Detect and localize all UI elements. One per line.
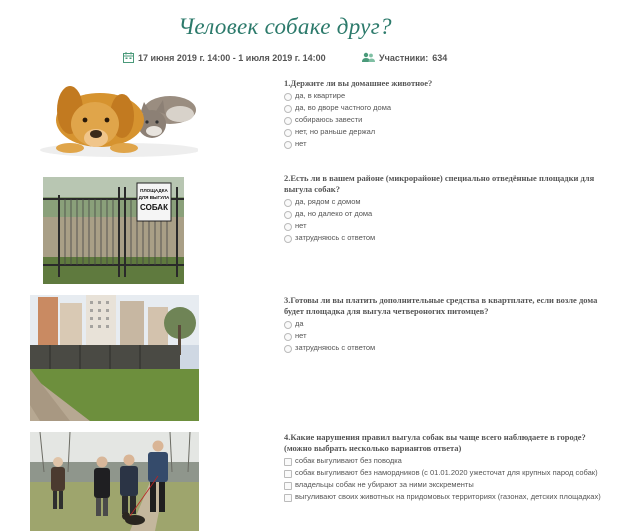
question-4 [284,432,604,502]
q1-option-2[interactable] [284,103,604,113]
radio-button[interactable] [284,223,292,231]
svg-text:ПЛОЩАДКА: ПЛОЩАДКА [140,188,168,193]
question-2 [284,173,604,243]
question-3 [284,295,604,353]
checkbox[interactable] [284,470,292,478]
option-label: владельцы собак не убирают за ними экскременты [295,480,474,489]
question-3-title: 3.Готовы ли вы платить дополнительные средства в квартплате, если возле дома будет площадка для выгула четвероногих питомцев? [284,295,598,316]
fenced-area-near-buildings-photo [30,295,199,421]
calendar-icon [123,52,134,63]
checkbox[interactable] [284,458,292,466]
radio-button[interactable] [284,93,292,101]
participants-count: 634 [432,52,448,63]
q2-option-4[interactable] [284,233,604,243]
q1-option-5[interactable] [284,139,604,149]
dog-and-cat-photo [30,76,198,161]
radio-button[interactable] [284,105,292,113]
option-label: да [295,319,304,328]
radio-button[interactable] [284,117,292,125]
q1-option-1[interactable] [284,91,604,101]
q3-option-2[interactable] [284,331,604,341]
radio-button[interactable] [284,211,292,219]
option-label: собираюсь завести [295,115,363,124]
people-with-dog-photo [30,432,199,531]
option-label: выгуливают своих животных на придомовых территориях (газонах, детских площадках) [295,492,601,501]
q3-option-1[interactable] [284,319,604,329]
option-label: да, но далеко от дома [295,209,373,218]
option-label: собак выгуливают без намордников (с 01.01.2020 ужесточат для крупных парод собак) [295,468,598,477]
q2-option-1[interactable] [284,197,604,207]
q4-option-3[interactable] [284,480,604,490]
option-label: да, во дворе частного дома [295,103,392,112]
option-label: затрудняюсь с ответом [295,343,376,352]
radio-button[interactable] [284,321,292,329]
question-1-title: 1.Держите ли вы домашнее животное? [284,78,433,88]
radio-button[interactable] [284,345,292,353]
q4-option-4[interactable] [284,492,604,502]
q1-option-4[interactable] [284,127,604,137]
page-title: Человек собаке друг? [178,14,392,39]
q2-option-3[interactable] [284,221,604,231]
radio-button[interactable] [284,333,292,341]
radio-button[interactable] [284,199,292,207]
radio-button[interactable] [284,235,292,243]
checkbox[interactable] [284,482,292,490]
option-label: затрудняюсь с ответом [295,233,376,242]
checkbox[interactable] [284,494,292,502]
poll-dates [123,52,326,63]
participants-icon [362,52,375,63]
option-label: нет [295,331,307,340]
option-label: собак выгуливают без поводка [295,456,402,465]
option-label: нет [295,139,307,148]
q4-option-2[interactable] [284,468,604,478]
option-label: да, в квартире [295,91,346,100]
radio-button[interactable] [284,141,292,149]
participants-label: Участники: [379,52,429,63]
svg-text:ДЛЯ ВЫГУЛА: ДЛЯ ВЫГУЛА [138,195,170,200]
option-label: да, рядом с домом [295,197,361,206]
question-4-title: 4.Какие нарушения правил выгула собак вы чаще всего наблюдаете в городе? (можно выбрать несколько вариантов ответа) [284,432,586,453]
q3-option-3[interactable] [284,343,604,353]
option-label: нет [295,221,307,230]
svg-text:СОБАК: СОБАК [140,203,168,212]
radio-button[interactable] [284,129,292,137]
dog-walking-area-sign-photo [43,177,184,284]
q1-option-3[interactable] [284,115,604,125]
option-label: нет, но раньше держал [295,127,376,136]
question-1 [284,78,604,149]
poll-dates-text: 17 июня 2019 г. 14:00 - 1 июля 2019 г. 14:00 [138,52,326,63]
question-2-title: 2.Есть ли в вашем районе (микрорайоне) специально отведённые площадки для выгула собак? [284,173,595,194]
poll-meta [0,52,620,66]
q4-option-1[interactable] [284,456,604,466]
q2-option-2[interactable] [284,209,604,219]
poll-participants [362,52,447,63]
